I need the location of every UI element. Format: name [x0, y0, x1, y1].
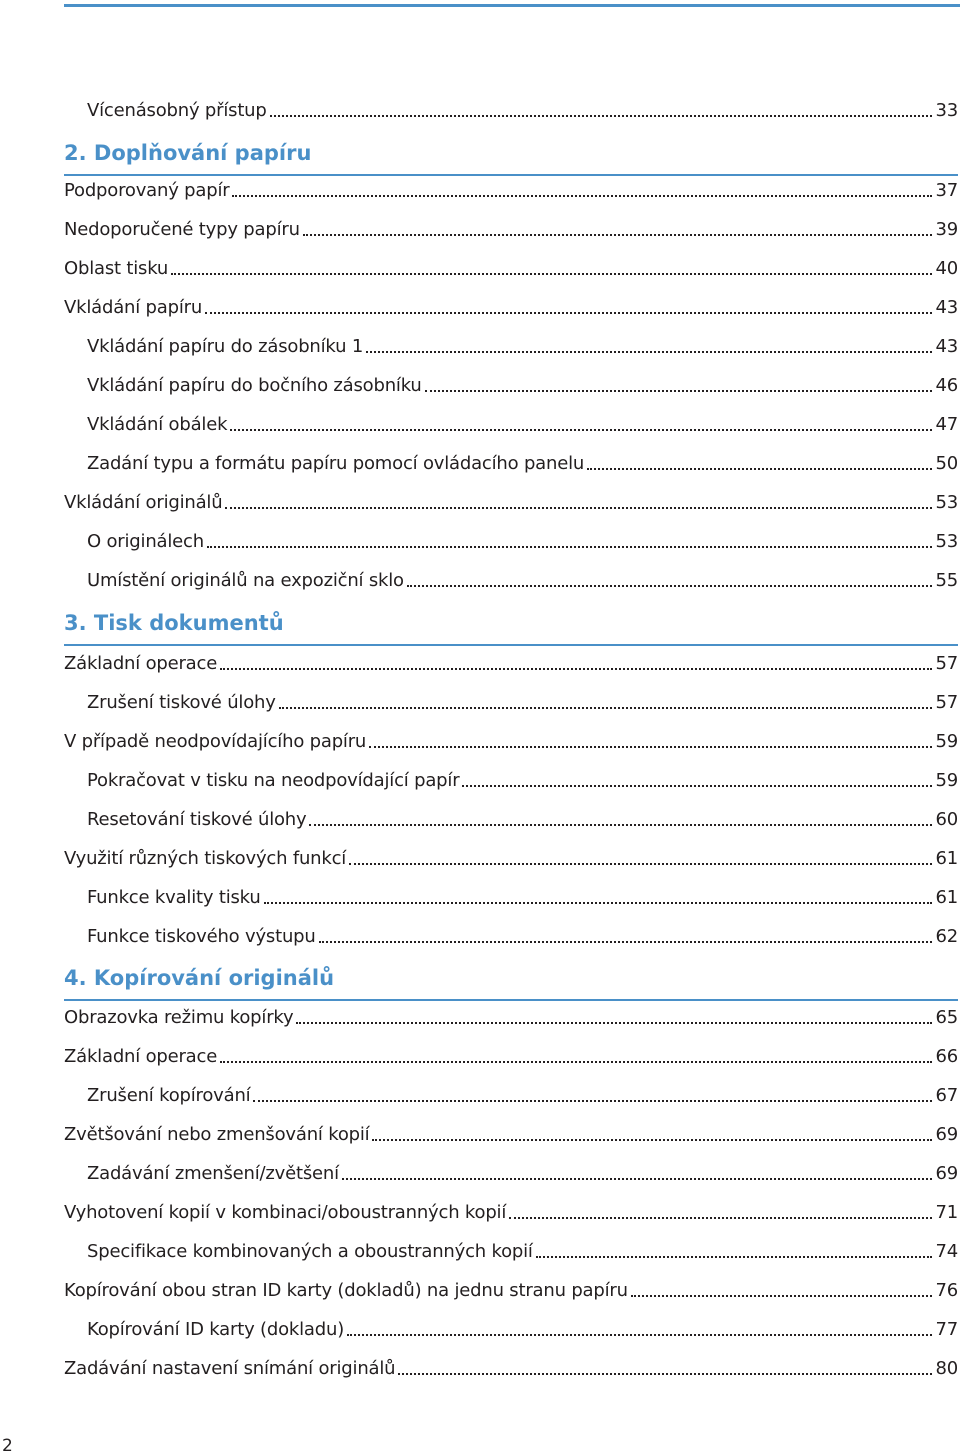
toc-entry-page: 53	[935, 492, 958, 513]
toc-entry-page: 65	[935, 1007, 958, 1028]
toc-entry-page: 57	[935, 653, 958, 674]
dot-leader	[296, 1022, 932, 1024]
toc-entry[interactable]	[64, 999, 958, 1029]
toc-entry-label: Zrušení kopírování	[87, 1085, 251, 1106]
chapter-heading: 3. Tisk dokumentů	[64, 611, 284, 635]
toc-entry[interactable]	[64, 1194, 958, 1224]
toc-entry-label: Umístění originálů na expoziční sklo	[87, 570, 404, 591]
toc-entry-label: Vkládání originálů	[64, 492, 223, 513]
toc-entry[interactable]	[64, 645, 958, 675]
toc-entry-page: 55	[935, 570, 958, 591]
toc-entry-page: 43	[935, 336, 958, 357]
toc-entry-page: 59	[935, 731, 958, 752]
toc-entry[interactable]	[64, 1038, 958, 1068]
toc-entry[interactable]	[87, 367, 958, 397]
toc-entry-page: 67	[935, 1085, 958, 1106]
dot-leader	[253, 1100, 932, 1102]
toc-entry-page: 57	[935, 692, 958, 713]
dot-leader	[279, 707, 933, 709]
toc-entry[interactable]	[64, 1350, 958, 1380]
dot-leader	[369, 746, 932, 748]
dot-leader	[207, 546, 933, 548]
toc-entry-page: 66	[935, 1046, 958, 1067]
toc-entry-label: Zvětšování nebo zmenšování kopií	[64, 1124, 370, 1145]
toc-entry-label: Základní operace	[64, 1046, 218, 1067]
dot-leader	[372, 1139, 932, 1141]
dot-leader	[232, 195, 932, 197]
dot-leader	[171, 273, 932, 275]
toc-entry-label: Vyhotovení kopií v kombinaci/oboustranných kopií	[64, 1202, 507, 1223]
dot-leader	[319, 941, 933, 943]
toc-entry[interactable]	[87, 328, 958, 358]
dot-leader	[347, 1334, 932, 1336]
toc-entry[interactable]	[64, 484, 958, 514]
dot-leader	[309, 824, 932, 826]
toc-entry-page: 61	[935, 887, 958, 908]
toc-entry[interactable]	[87, 445, 958, 475]
toc-entry[interactable]	[64, 1272, 958, 1302]
toc-entry-label: Vícenásobný přístup	[87, 100, 267, 121]
toc-entry-label: Zrušení tiskové úlohy	[87, 692, 276, 713]
toc-entry-label: Nedoporučené typy papíru	[64, 219, 300, 240]
toc-entry[interactable]	[87, 801, 958, 831]
toc-entry[interactable]	[87, 406, 958, 436]
dot-leader	[205, 312, 932, 314]
toc-entry-label: Funkce tiskového výstupu	[87, 926, 316, 947]
dot-leader	[303, 234, 933, 236]
toc-entry-label: Obrazovka režimu kopírky	[64, 1007, 294, 1028]
toc-entry[interactable]	[64, 250, 958, 280]
toc-entry-label: Oblast tisku	[64, 258, 169, 279]
toc-entry[interactable]	[87, 1155, 958, 1185]
toc-entry-page: 74	[935, 1241, 958, 1262]
dot-leader	[587, 468, 932, 470]
toc-entry[interactable]	[87, 1077, 958, 1107]
chapter-heading: 4. Kopírování originálů	[64, 966, 335, 990]
toc-entry-page: 59	[935, 770, 958, 791]
toc-entry[interactable]	[64, 211, 958, 241]
dot-leader	[220, 1061, 932, 1063]
dot-leader	[407, 585, 933, 587]
toc-entry[interactable]	[64, 1116, 958, 1146]
dot-leader	[536, 1256, 933, 1258]
toc-entry[interactable]	[87, 762, 958, 792]
toc-entry-label: Specifikace kombinovaných a oboustranných kopií	[87, 1241, 533, 1262]
toc-entry[interactable]	[64, 289, 958, 319]
toc-entry-page: 76	[935, 1280, 958, 1301]
toc-entry-page: 69	[935, 1124, 958, 1145]
toc-entry-label: Vkládání obálek	[87, 414, 228, 435]
toc-entry-label: O originálech	[87, 531, 204, 552]
toc-entry-page: 47	[935, 414, 958, 435]
toc-entry-page: 46	[935, 375, 958, 396]
toc-entry-page: 33	[935, 100, 958, 121]
toc-entry-label: Kopírování ID karty (dokladu)	[87, 1319, 345, 1340]
dot-leader	[425, 390, 933, 392]
toc-entry-label: Zadávání zmenšení/zvětšení	[87, 1163, 339, 1184]
toc-entry[interactable]	[87, 562, 958, 592]
top-rule	[64, 4, 960, 7]
toc-entry-label: Pokračovat v tisku na neodpovídající papír	[87, 770, 460, 791]
dot-leader	[509, 1217, 932, 1219]
toc-entry-page: 39	[935, 219, 958, 240]
toc-entry[interactable]	[87, 684, 958, 714]
dot-leader	[225, 507, 932, 509]
toc-entry-page: 60	[935, 809, 958, 830]
page-number: 2	[2, 1436, 13, 1456]
toc-entry[interactable]	[64, 723, 958, 753]
toc-entry-page: 61	[935, 848, 958, 869]
toc-entry-label: Kopírování obou stran ID karty (dokladů) na jednu stranu papíru	[64, 1280, 628, 1301]
toc-entry[interactable]	[87, 92, 958, 122]
dot-leader	[230, 429, 932, 431]
toc-entry-page: 71	[935, 1202, 958, 1223]
dot-leader	[631, 1295, 933, 1297]
toc-entry-page: 77	[935, 1319, 958, 1340]
dot-leader	[264, 902, 933, 904]
toc-entry-label: Vkládání papíru do zásobníku 1	[87, 336, 364, 357]
toc-entry[interactable]	[87, 523, 958, 553]
dot-leader	[220, 668, 932, 670]
toc-entry-label: Vkládání papíru do bočního zásobníku	[87, 375, 422, 396]
dot-leader	[342, 1178, 933, 1180]
toc-entry[interactable]	[87, 918, 958, 948]
toc-entry-page: 50	[935, 453, 958, 474]
toc-entry-label: Zadání typu a formátu papíru pomocí ovládacího panelu	[87, 453, 585, 474]
dot-leader	[270, 115, 933, 117]
chapter-heading: 2. Doplňování papíru	[64, 141, 312, 165]
toc-entry-page: 40	[935, 258, 958, 279]
toc-entry-page: 43	[935, 297, 958, 318]
toc-entry-label: Funkce kvality tisku	[87, 887, 261, 908]
toc-entry[interactable]	[87, 1233, 958, 1263]
toc-entry-label: Využití různých tiskových funkcí	[64, 848, 347, 869]
toc-entry[interactable]	[87, 879, 958, 909]
toc-entry-page: 69	[935, 1163, 958, 1184]
toc-entry-page: 37	[935, 180, 958, 201]
toc-entry[interactable]	[87, 1311, 958, 1341]
dot-leader	[398, 1373, 932, 1375]
toc-entry-label: Podporovaný papír	[64, 180, 230, 201]
dot-leader	[462, 785, 932, 787]
toc-entry[interactable]	[64, 172, 958, 202]
dot-leader	[366, 351, 932, 353]
toc-entry-label: Základní operace	[64, 653, 218, 674]
toc-entry-page: 53	[935, 531, 958, 552]
dot-leader	[349, 863, 932, 865]
toc-entry-label: Zadávání nastavení snímání originálů	[64, 1358, 396, 1379]
toc-entry-label: V případě neodpovídajícího papíru	[64, 731, 367, 752]
toc-entry-label: Vkládání papíru	[64, 297, 203, 318]
toc-entry-page: 62	[935, 926, 958, 947]
toc-entry[interactable]	[64, 840, 958, 870]
toc-entry-label: Resetování tiskové úlohy	[87, 809, 307, 830]
toc-entry-page: 80	[935, 1358, 958, 1379]
